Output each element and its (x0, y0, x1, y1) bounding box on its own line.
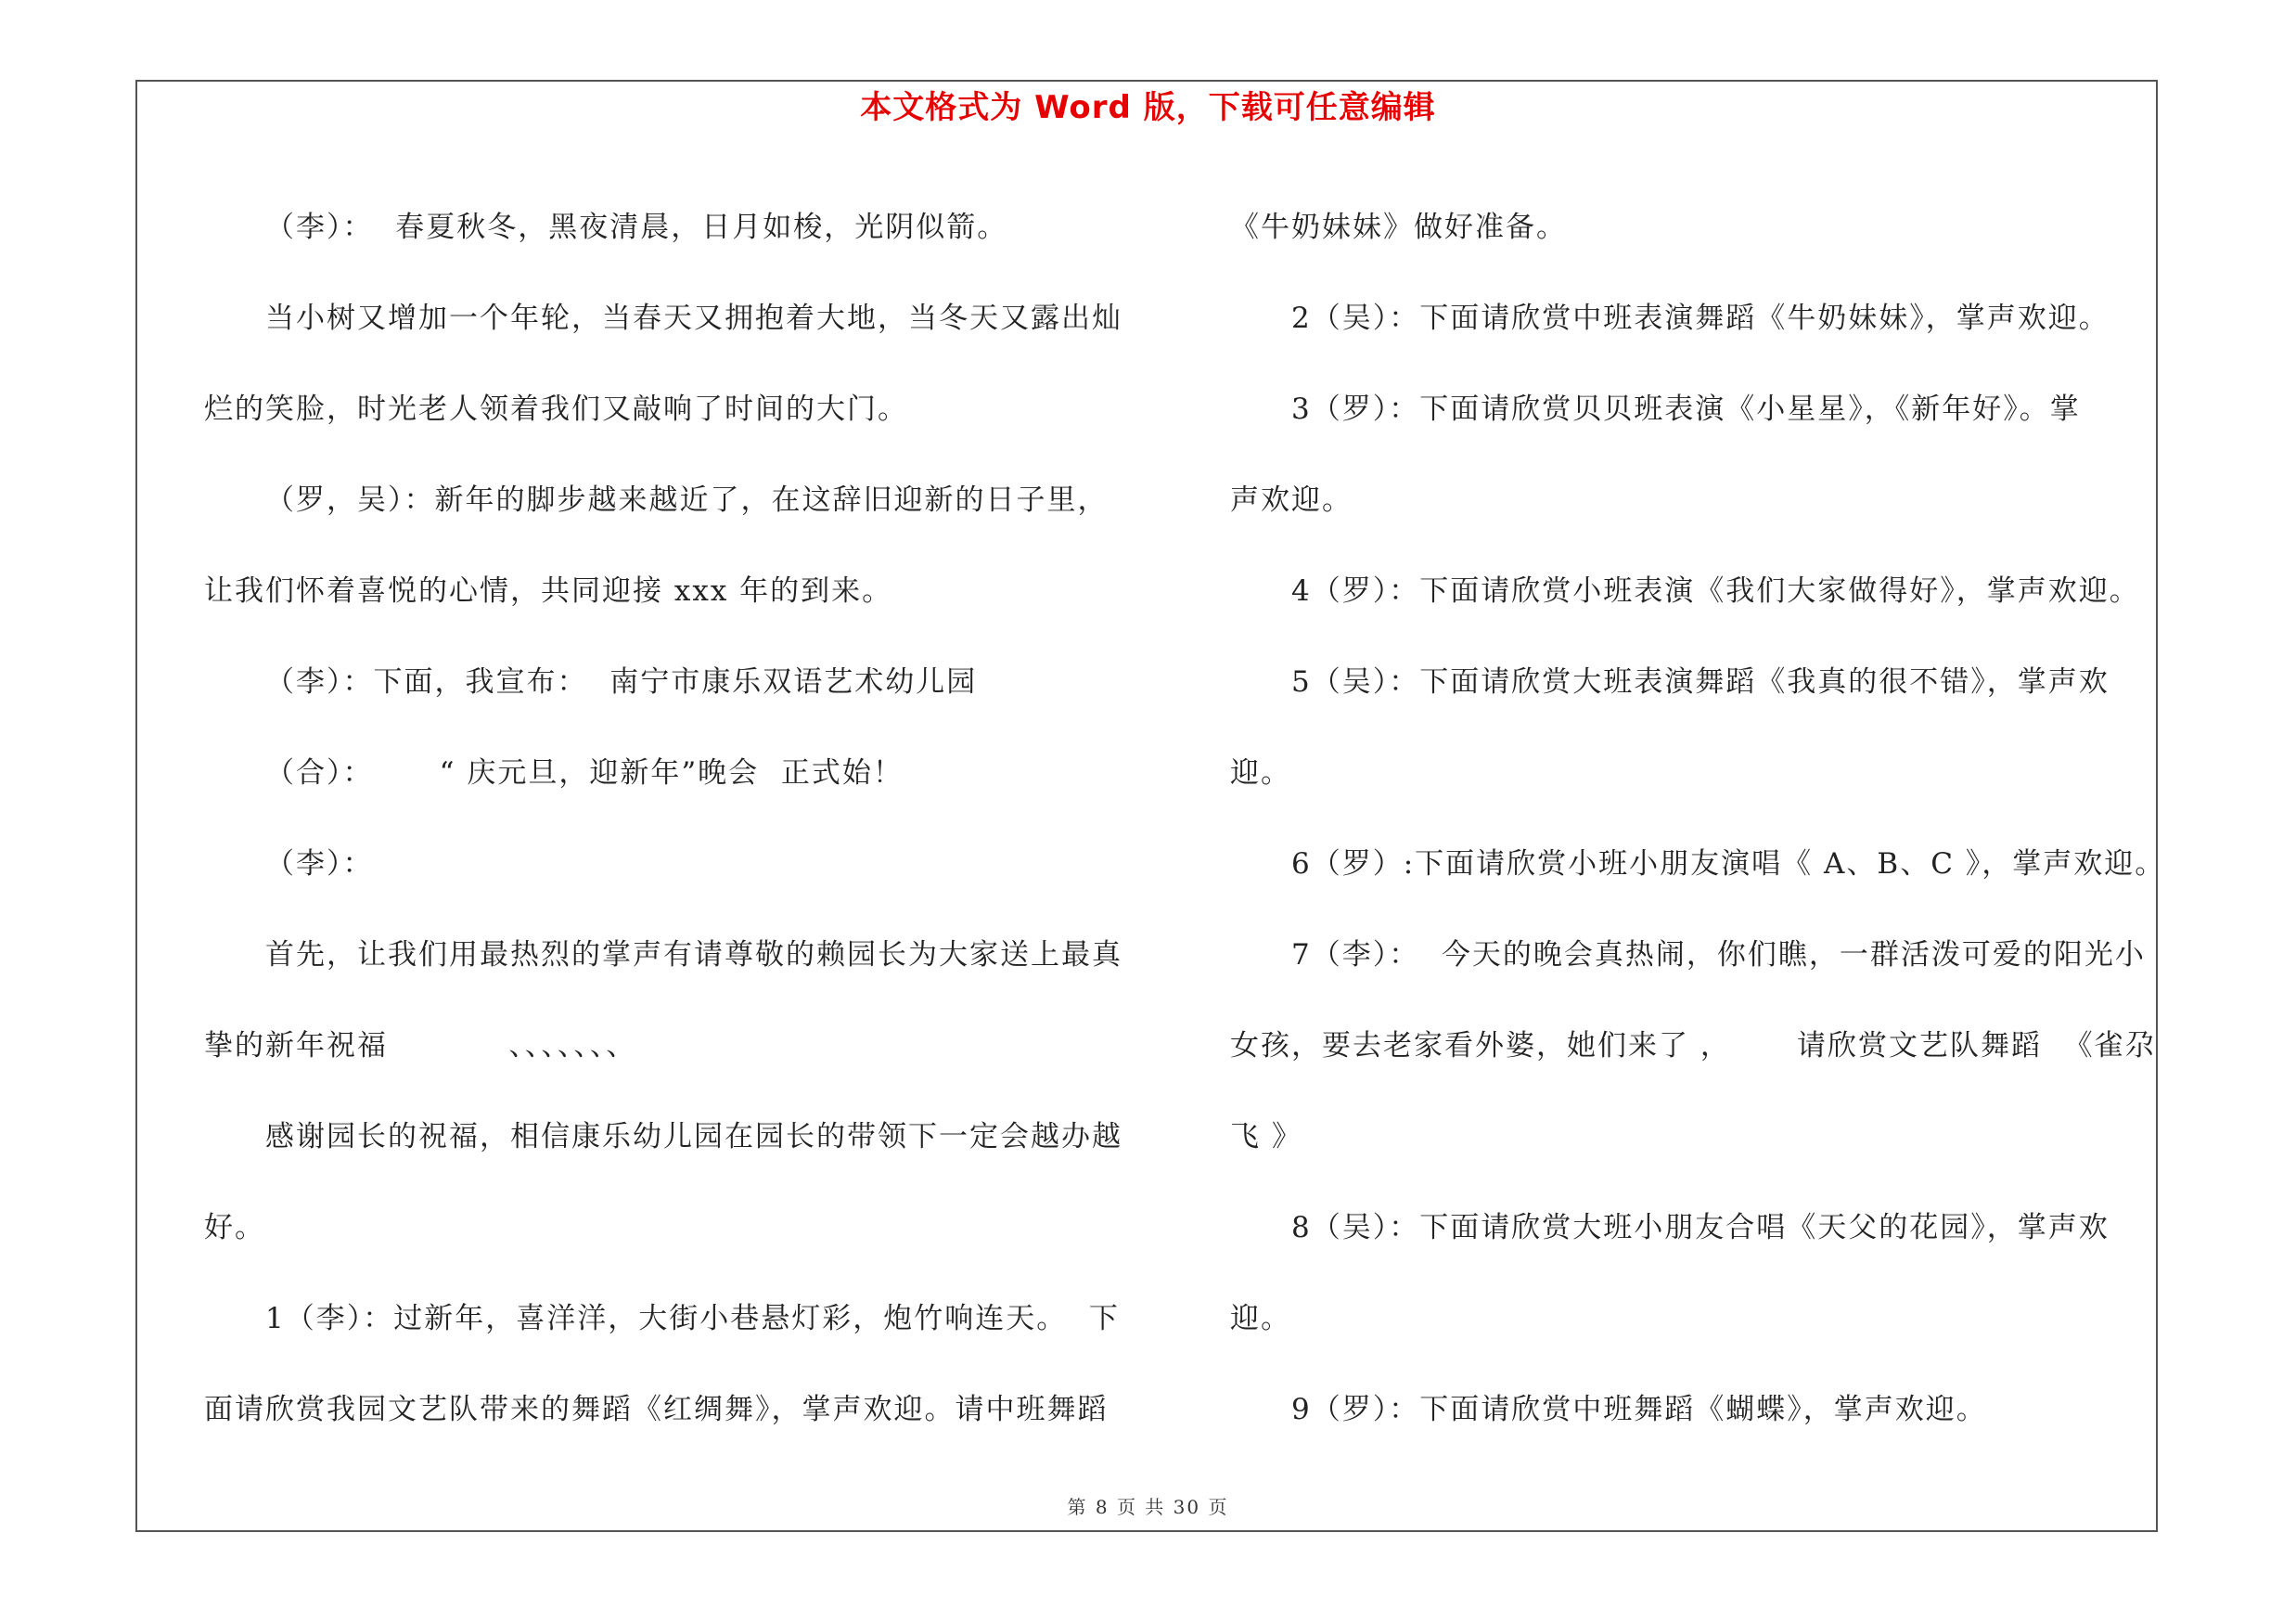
left-column-line: 面请欣赏我园文艺队带来的舞蹈《红绸舞》，掌声欢迎。请中班舞蹈 (204, 1393, 1109, 1426)
right-column-line: 迎。 (1230, 756, 1291, 790)
right-column-line: 女孩，要去老家看外婆，她们来了 ， 请欣赏文艺队舞蹈 《雀尕 (1230, 1029, 2156, 1063)
right-column-line: 6（罗）:下面请欣赏小班小朋友演唱《 A、B、C 》，掌声欢迎。 (1291, 847, 2166, 881)
page-number-footer: 第 8 页 共 30 页 (1067, 1496, 1229, 1518)
right-column-line: 8（吴）：下面请欣赏大班小朋友合唱《天父的花园》，掌声欢 (1291, 1211, 2110, 1244)
right-column-line: 迎。 (1230, 1302, 1291, 1335)
left-column-line: 挚的新年祝福 、、、、、、、 (204, 1029, 637, 1063)
left-column-line: 让我们怀着喜悦的心情，共同迎接 xxx 年的到来。 (204, 574, 893, 608)
left-column-line: （李）： (265, 847, 374, 881)
right-column-line: 2（吴）：下面请欣赏中班表演舞蹈《牛奶妹妹》，掌声欢迎。 (1291, 302, 2110, 335)
right-column-line: 9（罗）：下面请欣赏中班舞蹈《蝴蝶》，掌声欢迎。 (1291, 1393, 1987, 1426)
right-column (1230, 182, 2166, 1455)
left-column-line: （李）： 春夏秋冬，黑夜清晨，日月如梭，光阴似箭。 (265, 211, 1008, 244)
right-column-line: 声欢迎。 (1230, 483, 1353, 517)
left-column-line: （合）： “ 庆元旦，迎新年”晚会 正式始！ (265, 756, 904, 790)
left-column-line: 首先，让我们用最热烈的掌声有请尊敬的赖园长为大家送上最真 (265, 938, 1122, 972)
left-column-line: （罗，吴）：新年的脚步越来越近了，在这辞旧迎新的日子里， (265, 483, 1109, 517)
right-column-line: 7（李）： 今天的晚会真热闹，你们瞧，一群活泼可爱的阳光小 (1291, 938, 2146, 972)
left-column-line: 1（李）：过新年，喜洋洋，大街小巷悬灯彩，炮竹响连天。 下 (265, 1302, 1120, 1335)
right-column-line: 飞 》 (1230, 1120, 1302, 1153)
format-banner: 本文格式为 Word 版，下载可任意编辑 (860, 89, 1436, 126)
left-column-line: 感谢园长的祝福，相信康乐幼儿园在园长的带领下一定会越办越 (265, 1120, 1122, 1153)
right-column-line: 3（罗）：下面请欣赏贝贝班表演《小星星》，《新年好》。掌 (1291, 393, 2081, 426)
left-column-line: 当小树又增加一个年轮，当春天又拥抱着大地，当冬天又露出灿 (265, 302, 1122, 335)
left-column-line: （李）：下面，我宣布： 南宁市康乐双语艺术幼儿园 (265, 665, 978, 699)
left-column-line: 烂的笑脸，时光老人领着我们又敲响了时间的大门。 (204, 393, 908, 426)
right-column-line: 《牛奶妹妹》做好准备。 (1230, 211, 1567, 244)
right-column-line: 5（吴）：下面请欣赏大班表演舞蹈《我真的很不错》，掌声欢 (1291, 665, 2110, 699)
right-column-line: 4（罗）：下面请欣赏小班表演《我们大家做得好》，掌声欢迎。 (1291, 574, 2140, 608)
left-column-line: 好。 (204, 1211, 265, 1244)
left-column (204, 182, 1132, 1455)
